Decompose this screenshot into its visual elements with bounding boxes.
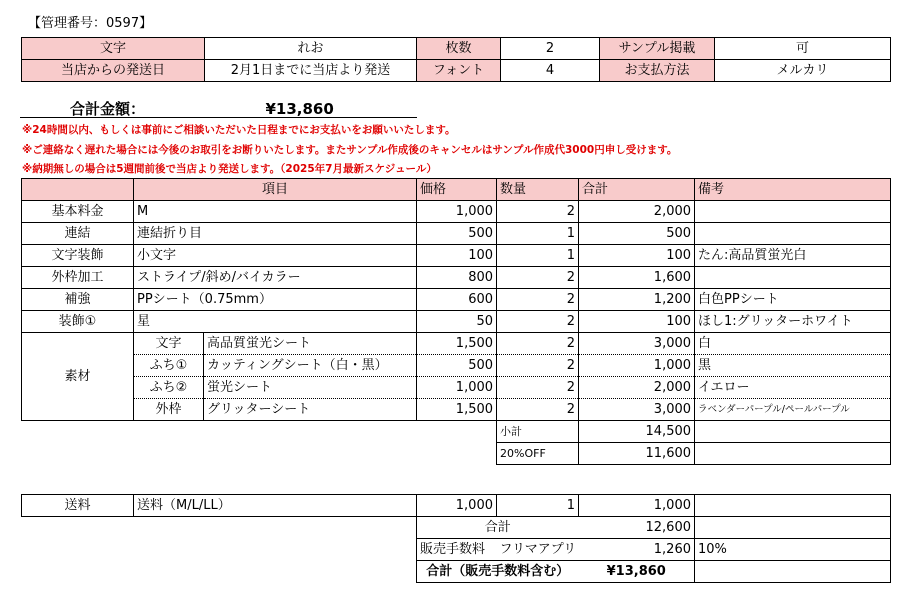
text-value: れお	[205, 38, 417, 60]
material-note: イエロー	[695, 377, 891, 399]
discount-note	[695, 443, 891, 465]
material-qty: 2	[497, 399, 579, 421]
material-sum: 3,000	[579, 333, 695, 355]
material-price: 1,500	[417, 333, 497, 355]
table-row	[22, 223, 891, 245]
row-sum: 500	[579, 223, 695, 245]
row-item: 小文字	[134, 245, 417, 267]
row-category: 文字装飾	[22, 245, 134, 267]
row-note: 白色PPシート	[695, 289, 891, 311]
material-row	[22, 399, 891, 421]
sample-label: サンプル掲載	[600, 38, 715, 60]
row-sum: 1,200	[579, 289, 695, 311]
fee-rate: 10%	[695, 539, 891, 561]
material-price: 1,000	[417, 377, 497, 399]
material-note: ラベンダーパープル/ペールパープル	[695, 399, 891, 421]
row-item: ストライプ/斜め/バイカラー	[134, 267, 417, 289]
row-qty: 2	[497, 267, 579, 289]
grand-total-value: ¥13,860	[579, 561, 695, 583]
subtotal-spacer	[22, 421, 497, 443]
shipping-price: 1,000	[417, 495, 497, 517]
ship-value: 2月1日までに当店より発送	[205, 60, 417, 82]
total-amount-value: ¥13,860	[265, 100, 334, 118]
note-payment: ※24時間以内、もしくは事前にご相談いただいた日程までにお支払いをお願いいたします。	[22, 124, 456, 136]
material-row	[22, 355, 891, 377]
table-row	[22, 289, 891, 311]
material-qty: 2	[497, 333, 579, 355]
col-category	[22, 179, 134, 201]
material-category: 素材	[22, 333, 134, 421]
order-info-table	[21, 37, 891, 82]
material-qty: 2	[497, 355, 579, 377]
row-note	[695, 223, 891, 245]
subtotal-label: 小計	[497, 421, 579, 443]
material-price: 1,500	[417, 399, 497, 421]
material-item: 蛍光シート	[204, 377, 417, 399]
row-qty: 2	[497, 311, 579, 333]
col-price: 価格	[417, 179, 497, 201]
row-price: 50	[417, 311, 497, 333]
row-category: 装飾①	[22, 311, 134, 333]
shipping-sum: 1,000	[579, 495, 695, 517]
row-item: 星	[134, 311, 417, 333]
text-label: 文字	[22, 38, 205, 60]
row-price: 1,000	[417, 201, 497, 223]
shipping-category: 送料	[22, 495, 134, 517]
total-spacer	[22, 517, 417, 539]
ship-label: 当店からの発送日	[22, 60, 205, 82]
row-item: M	[134, 201, 417, 223]
row-qty: 1	[497, 245, 579, 267]
note-cancel: ※ご連絡なく遅れた場合には今後のお取引をお断りいたします。またサンプル作成後のキャンセルはサンプル作成代3000円申し受けます。	[22, 144, 678, 156]
footer-total-note	[695, 517, 891, 539]
material-sub: ふち①	[134, 355, 204, 377]
material-row	[22, 333, 891, 355]
total-amount	[70, 98, 334, 119]
row-sum: 2,000	[579, 201, 695, 223]
row-qty: 2	[497, 201, 579, 223]
col-qty: 数量	[497, 179, 579, 201]
row-category: 基本料金	[22, 201, 134, 223]
grand-spacer	[22, 561, 417, 583]
discount-value: 11,600	[579, 443, 695, 465]
row-price: 500	[417, 223, 497, 245]
material-sub: 文字	[134, 333, 204, 355]
material-sum: 2,000	[579, 377, 695, 399]
row-price: 100	[417, 245, 497, 267]
table-row	[22, 201, 891, 223]
footer-total-label: 合計	[417, 517, 579, 539]
row-category: 連結	[22, 223, 134, 245]
fee-platform: フリマアプリ	[497, 539, 579, 561]
payment-label: お支払方法	[600, 60, 715, 82]
discount-label: 20%OFF	[497, 443, 579, 465]
sample-value: 可	[715, 38, 891, 60]
fee-label: 販売手数料	[417, 539, 497, 561]
row-sum: 100	[579, 245, 695, 267]
material-qty: 2	[497, 377, 579, 399]
material-item: グリッターシート	[204, 399, 417, 421]
grand-total-label: 合計（販売手数料含む）	[417, 561, 579, 583]
row-note: たん:高品質蛍光白	[695, 245, 891, 267]
total-underline	[20, 117, 417, 118]
row-qty: 2	[497, 289, 579, 311]
font-label: フォント	[417, 60, 501, 82]
discount-spacer	[22, 443, 497, 465]
row-sum: 100	[579, 311, 695, 333]
col-sum: 合計	[579, 179, 695, 201]
row-sum: 1,600	[579, 267, 695, 289]
table-row	[22, 267, 891, 289]
shipping-note	[695, 495, 891, 517]
fee-value: 1,260	[579, 539, 695, 561]
material-sum: 3,000	[579, 399, 695, 421]
material-sum: 1,000	[579, 355, 695, 377]
shipping-row	[22, 495, 891, 517]
subtotal-value: 14,500	[579, 421, 695, 443]
row-item: 連結折り目	[134, 223, 417, 245]
col-item: 項目	[134, 179, 417, 201]
material-note: 白	[695, 333, 891, 355]
row-qty: 1	[497, 223, 579, 245]
row-price: 800	[417, 267, 497, 289]
material-row	[22, 377, 891, 399]
material-sub: 外枠	[134, 399, 204, 421]
col-note: 備考	[695, 179, 891, 201]
shipping-table	[21, 494, 891, 583]
shipping-qty: 1	[497, 495, 579, 517]
row-note	[695, 201, 891, 223]
subtotal-note	[695, 421, 891, 443]
count-label: 枚数	[417, 38, 501, 60]
count-value: 2	[501, 38, 600, 60]
table-row	[22, 311, 891, 333]
row-note	[695, 267, 891, 289]
font-value: 4	[501, 60, 600, 82]
material-item: カッティングシート（白・黒）	[204, 355, 417, 377]
shipping-item: 送料（M/L/LL）	[134, 495, 417, 517]
note-delivery: ※納期無しの場合は5週間前後で当店より発送します。（2025年7月最新スケジュール）	[22, 163, 437, 175]
grand-total-note	[695, 561, 891, 583]
material-item: 高品質蛍光シート	[204, 333, 417, 355]
row-note: ほし1:グリッターホワイト	[695, 311, 891, 333]
footer-total-value: 12,600	[579, 517, 695, 539]
table-row	[22, 245, 891, 267]
fee-spacer	[22, 539, 417, 561]
material-note: 黒	[695, 355, 891, 377]
items-table	[21, 178, 891, 465]
material-sub: ふち②	[134, 377, 204, 399]
material-price: 500	[417, 355, 497, 377]
payment-value: メルカリ	[715, 60, 891, 82]
total-amount-label: 合計金額：	[70, 100, 146, 118]
row-category: 外枠加工	[22, 267, 134, 289]
row-item: PPシート（0.75mm）	[134, 289, 417, 311]
management-number: 【管理番号：0597】	[28, 16, 153, 31]
row-price: 600	[417, 289, 497, 311]
row-category: 補強	[22, 289, 134, 311]
